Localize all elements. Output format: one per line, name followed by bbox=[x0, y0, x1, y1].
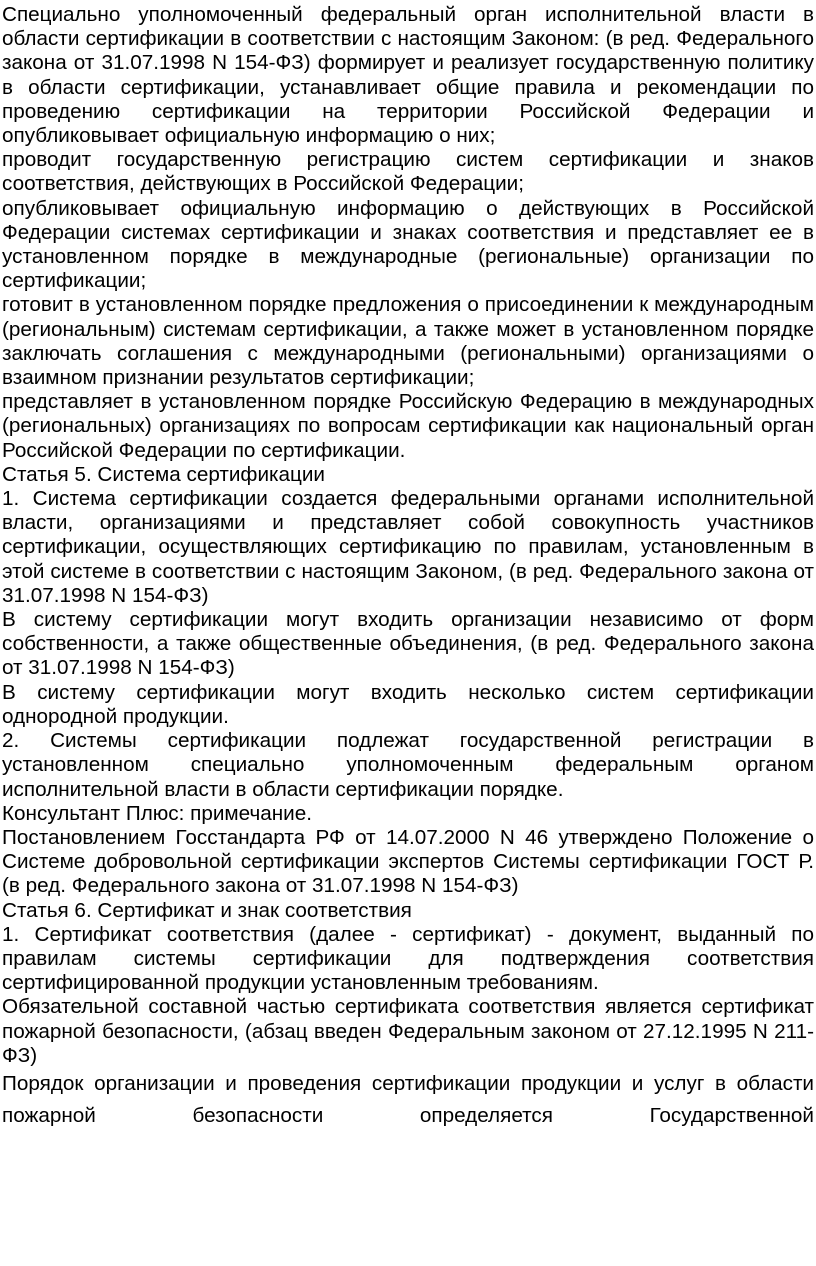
paragraph-prepares-proposals: готовит в установленном порядке предложения о присоединении к международным (региональным) системам сертификации, а также может в установленном порядке заключать соглашения с международными (региональными) организациями о взаимном признании результатов сертификации; bbox=[2, 293, 814, 390]
paragraph-organizations-membership: В систему сертификации могут входить организации независимо от форм собственности, а также общественные объединения, (в ред. Федерального закона от 31.07.1998 N 154-ФЗ) bbox=[2, 608, 814, 680]
article-6-heading: Статья 6. Сертификат и знак соответствия bbox=[2, 898, 412, 922]
paragraph-authority-functions: Специально уполномоченный федеральный орган исполнительной власти в области сертификации в соответствии с настоящим Законом: (в ред. Федерального закона от 31.07.1998 N 154-ФЗ) формирует и реализует государственную политику в области сертификации, устанавливает общие правила и рекомендации по проведению сертификации на территории Российской Федерации и опубликовывает официальную информацию о них; bbox=[2, 3, 814, 148]
paragraph-gosstandart-resolution: Постановлением Госстандарта РФ от 14.07.2000 N 46 утверждено Положение о Системе добровольной сертификации экспертов Системы сертификации ГОСТ Р. (в ред. Федерального закона от 31.07.1998 N 154-ФЗ) bbox=[2, 825, 814, 898]
consultant-note-label: Консультант Плюс: примечание. bbox=[2, 801, 312, 825]
paragraph-represents-federation: представляет в установленном порядке Российскую Федерацию в международных (региональных) организациях по вопросам сертификации как национальный орган Российской Федерации по сертификации. bbox=[2, 390, 814, 462]
paragraph-article-5-item-1: 1. Система сертификации создается федеральными органами исполнительной власти, организациями и представляет собой совокупность участников сертификации, осуществляющих сертификацию по правилам, установленным в этой системе в соответствии с настоящим Законом, (в ред. Федерального закона от 31.07.1998 N 154-ФЗ) bbox=[2, 487, 814, 607]
paragraph-article-6-item-1: 1. Сертификат соответствия (далее - сертификат) - документ, выданный по правилам системы сертификации для подтверждения соответствия сертифицированной продукции установленным требованиям. bbox=[2, 922, 814, 995]
article-5-heading: Статья 5. Система сертификации bbox=[2, 462, 325, 486]
paragraph-article-5-item-2: 2. Системы сертификации подлежат государственной регистрации в установленном специально уполномоченным федеральным органом исполнительной власти в области сертификации порядке. bbox=[2, 729, 814, 801]
paragraph-fire-safety-certificate: Обязательной составной частью сертификата соответствия является сертификат пожарной безопасности, (абзац введен Федеральным законом от 27.12.1995 N 211-ФЗ) bbox=[2, 995, 814, 1067]
paragraph-registration: проводит государственную регистрацию систем сертификации и знаков соответствия, действующих в Российской Федерации; bbox=[2, 148, 814, 196]
paragraph-several-systems: В систему сертификации могут входить несколько систем сертификации однородной продукции. bbox=[2, 680, 814, 728]
paragraph-publishes-info: опубликовывает официальную информацию о действующих в Российской Федерации системах сертификации и знаках соответствия и представляет ее в установленном порядке в международные (региональные) организации по сертификации; bbox=[2, 196, 814, 293]
paragraph-fire-safety-procedure: Порядок организации и проведения сертификации продукции и услуг в области пожарной безопасности определяется Государственной bbox=[2, 1071, 814, 1127]
